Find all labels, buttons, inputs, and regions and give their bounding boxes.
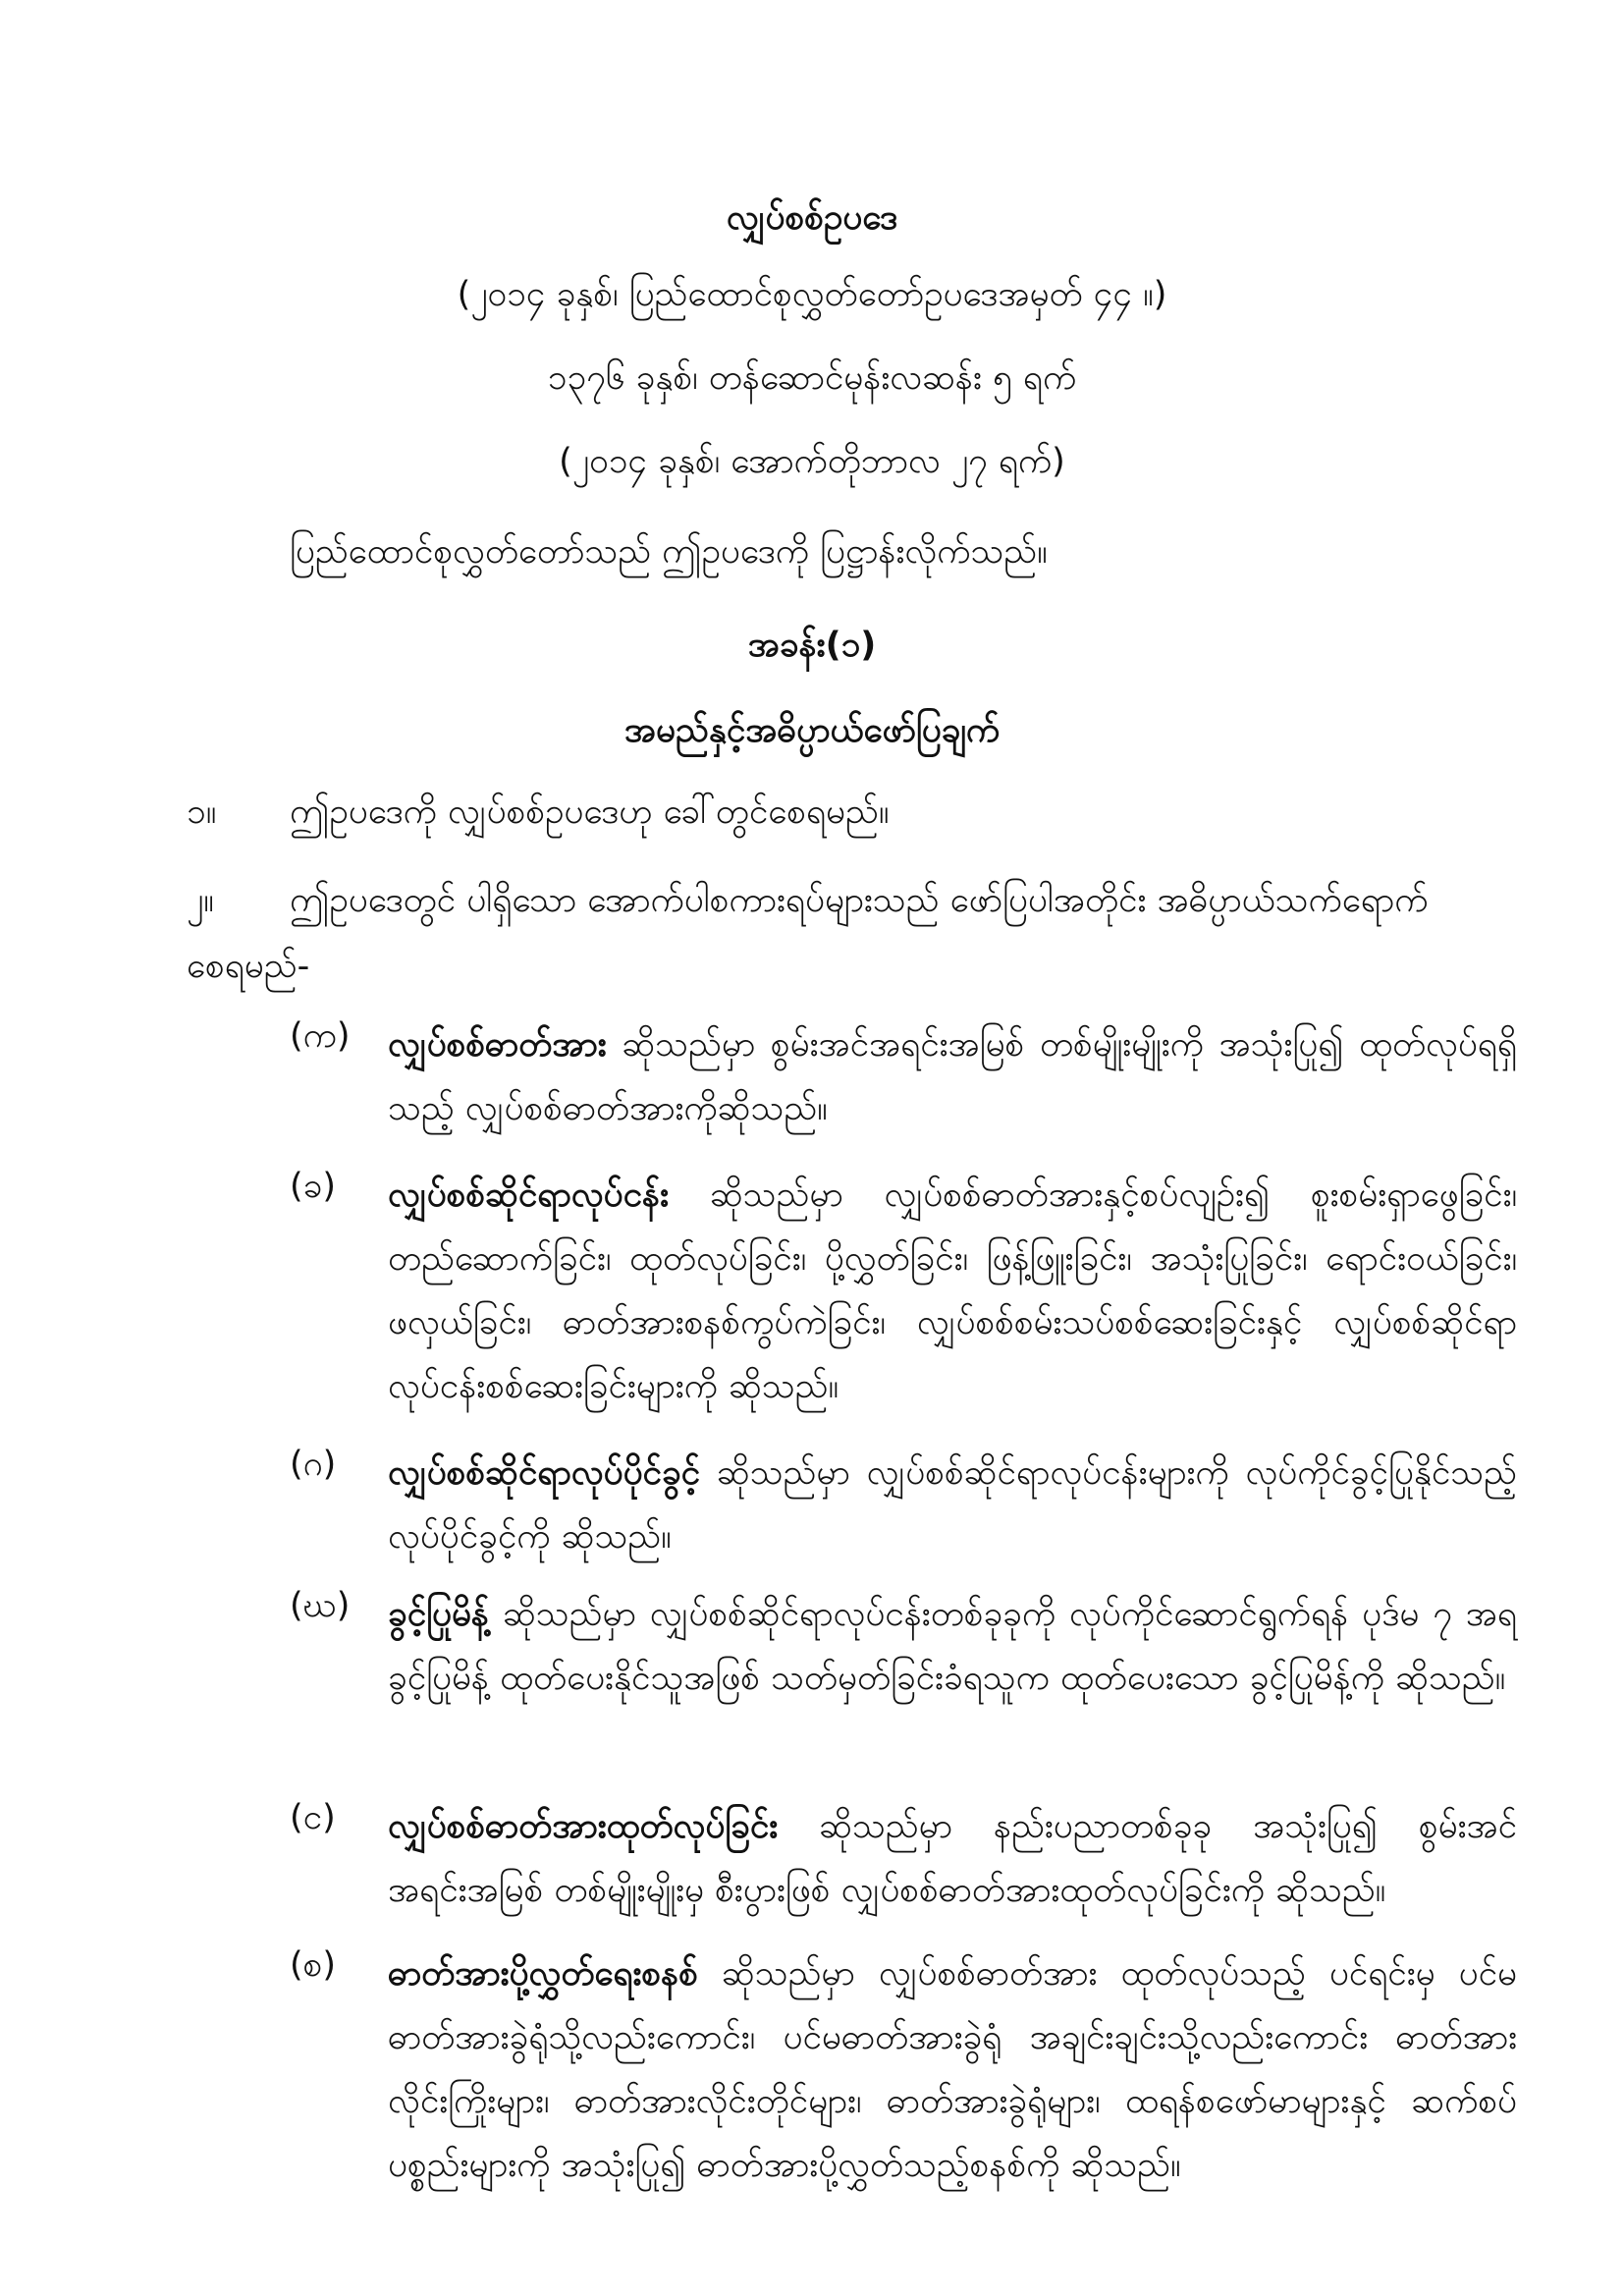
definition-term: လျှပ်စစ်ဓာတ်အား bbox=[388, 1025, 607, 1065]
definition-label: (ခ) bbox=[290, 1167, 336, 1206]
definition-term: လျှပ်စစ်ဓာတ်အားထုတ်လုပ်ခြင်း bbox=[388, 1807, 779, 1846]
definition-term: လျှပ်စစ်ဆိုင်ရာလုပ်ငန်း bbox=[388, 1175, 669, 1215]
section-number: ၁။ bbox=[187, 793, 217, 832]
definition-body bbox=[388, 1164, 1517, 1419]
chapter-title: အမည်နှင့်အဓိပ္ပာယ်ဖော်ပြချက် bbox=[623, 711, 1001, 750]
definition-body bbox=[388, 1013, 1517, 1141]
document-title: လျှပ်စစ်ဥပဒေ bbox=[726, 198, 898, 238]
definition-term: ခွင့်ပြုမိန့် bbox=[388, 1595, 490, 1634]
definition-label: (ဂ) bbox=[290, 1445, 337, 1484]
section-text: ဤဥပဒေတွင် ပါရှိသော အောက်ပါစကားရပ်များသည် ဖော်ပြပါအတိုင်း အဓိပ္ပာယ်သက်ရောက် bbox=[290, 881, 1429, 920]
definition-body bbox=[388, 1442, 1517, 1569]
section-number: ၂။ bbox=[187, 881, 214, 920]
definition-label: (က) bbox=[290, 1016, 351, 1056]
definition-label: (ဃ) bbox=[290, 1586, 351, 1625]
definition-text: ဆိုသည်မှာ လျှပ်စစ်ဓာတ်အား ထုတ်လုပ်သည့် ပင်ရင်းမှ ပင်မဓာတ်အားခွဲရုံသို့လည်းကောင်း၊ ပင်မဓာတ်အားခွဲရုံ အချင်းချင်းသို့လည်းကောင်း ဓာတ်အားလိုင်းကြိုးများ၊ ဓာတ်အားလိုင်းတိုင်များ၊ ဓာတ်အားခွဲရုံများ၊ ထရန်စဖော်မာများနှင့် ဆက်စပ်ပစ္စည်းများကို အသုံးပြု၍ ဓာတ်အားပို့လွှတ်သည့်စနစ်ကို ဆိုသည်။ bbox=[388, 1954, 1517, 2185]
definition-body bbox=[388, 1942, 1517, 2198]
law-reference: (၂၀၁၄ ခုနှစ်၊ ပြည်ထောင်စုလွှတ်တော်ဥပဒေအမှတ် ၄၄ ။) bbox=[457, 275, 1167, 314]
definition-term: ဓာတ်အားပို့လွှတ်ရေးစနစ် bbox=[388, 1954, 698, 1994]
section-text: ဤဥပဒေကို လျှပ်စစ်ဥပဒေဟု ခေါ်တွင်စေရမည်။ bbox=[290, 793, 890, 832]
definition-label: (င) bbox=[290, 1798, 336, 1837]
definition-body bbox=[388, 1583, 1517, 1711]
definition-text: ဆိုသည်မှာ လျှပ်စစ်ဆိုင်ရာလုပ်ငန်းများကို လုပ်ကိုင်ခွင့်ပြုနိုင်သည့် လုပ်ပိုင်ခွင့်ကို ဆိုသည်။ bbox=[388, 1453, 1517, 1557]
definition-text: ဆိုသည်မှာ လျှပ်စစ်ဆိုင်ရာလုပ်ငန်းတစ်ခုခုကို လုပ်ကိုင်ဆောင်ရွက်ရန် ပုဒ်မ ၇ အရ ခွင့်ပြုမိန့် ထုတ်ပေးနိုင်သူအဖြစ် သတ်မှတ်ခြင်းခံရသူက ထုတ်ပေးသော ခွင့်ပြုမိန့်ကို ဆိုသည်။ bbox=[388, 1595, 1517, 1698]
definition-term: လျှပ်စစ်ဆိုင်ရာလုပ်ပိုင်ခွင့် bbox=[388, 1453, 701, 1493]
definition-text: ဆိုသည်မှာ စွမ်းအင်အရင်းအမြစ် တစ်မျိုးမျိုးကို အသုံးပြု၍ ထုတ်လုပ်ရရှိသည့် လျှပ်စစ်ဓာတ်အားကိုဆိုသည်။ bbox=[388, 1025, 1517, 1128]
section-text-continued: စေရမည်- bbox=[187, 947, 310, 986]
chapter-number: အခန်း(၁) bbox=[747, 626, 877, 665]
definition-body bbox=[388, 1795, 1517, 1923]
myanmar-date: ၁၃၇၆ ခုနှစ်၊ တန်ဆောင်မုန်းလဆန်း ၅ ရက် bbox=[547, 358, 1077, 398]
definition-label: (စ) bbox=[290, 1945, 336, 1985]
enactment-clause: ပြည်ထောင်စုလွှတ်တော်သည် ဤဥပဒေကို ပြဋ္ဌာန်းလိုက်သည်။ bbox=[290, 532, 1048, 572]
definition-text: ဆိုသည်မှာ နည်းပညာတစ်ခုခု အသုံးပြု၍ စွမ်းအင်အရင်းအမြစ် တစ်မျိုးမျိုးမှ စီးပွားဖြစ် လျှပ်စစ်ဓာတ်အားထုတ်လုပ်ခြင်းကို ဆိုသည်။ bbox=[388, 1807, 1517, 1910]
definition-text: ဆိုသည်မှာ လျှပ်စစ်ဓာတ်အားနှင့်စပ်လျဉ်း၍ စူးစမ်းရှာဖွေခြင်း၊ တည်ဆောက်ခြင်း၊ ထုတ်လုပ်ခြင်း၊ ပို့လွှတ်ခြင်း၊ ဖြန့်ဖြူးခြင်း၊ အသုံးပြုခြင်း၊ ရောင်းဝယ်ခြင်း၊ ဖလှယ်ခြင်း၊ ဓာတ်အားစနစ်ကွပ်ကဲခြင်း၊ လျှပ်စစ်စမ်းသပ်စစ်ဆေးခြင်းနှင့် လျှပ်စစ်ဆိုင်ရာလုပ်ငန်းစစ်ဆေးခြင်းများကို ဆိုသည်။ bbox=[388, 1175, 1517, 1406]
gregorian-date: (၂၀၁၄ ခုနှစ်၊ အောက်တိုဘာလ ၂၇ ရက်) bbox=[559, 442, 1065, 481]
